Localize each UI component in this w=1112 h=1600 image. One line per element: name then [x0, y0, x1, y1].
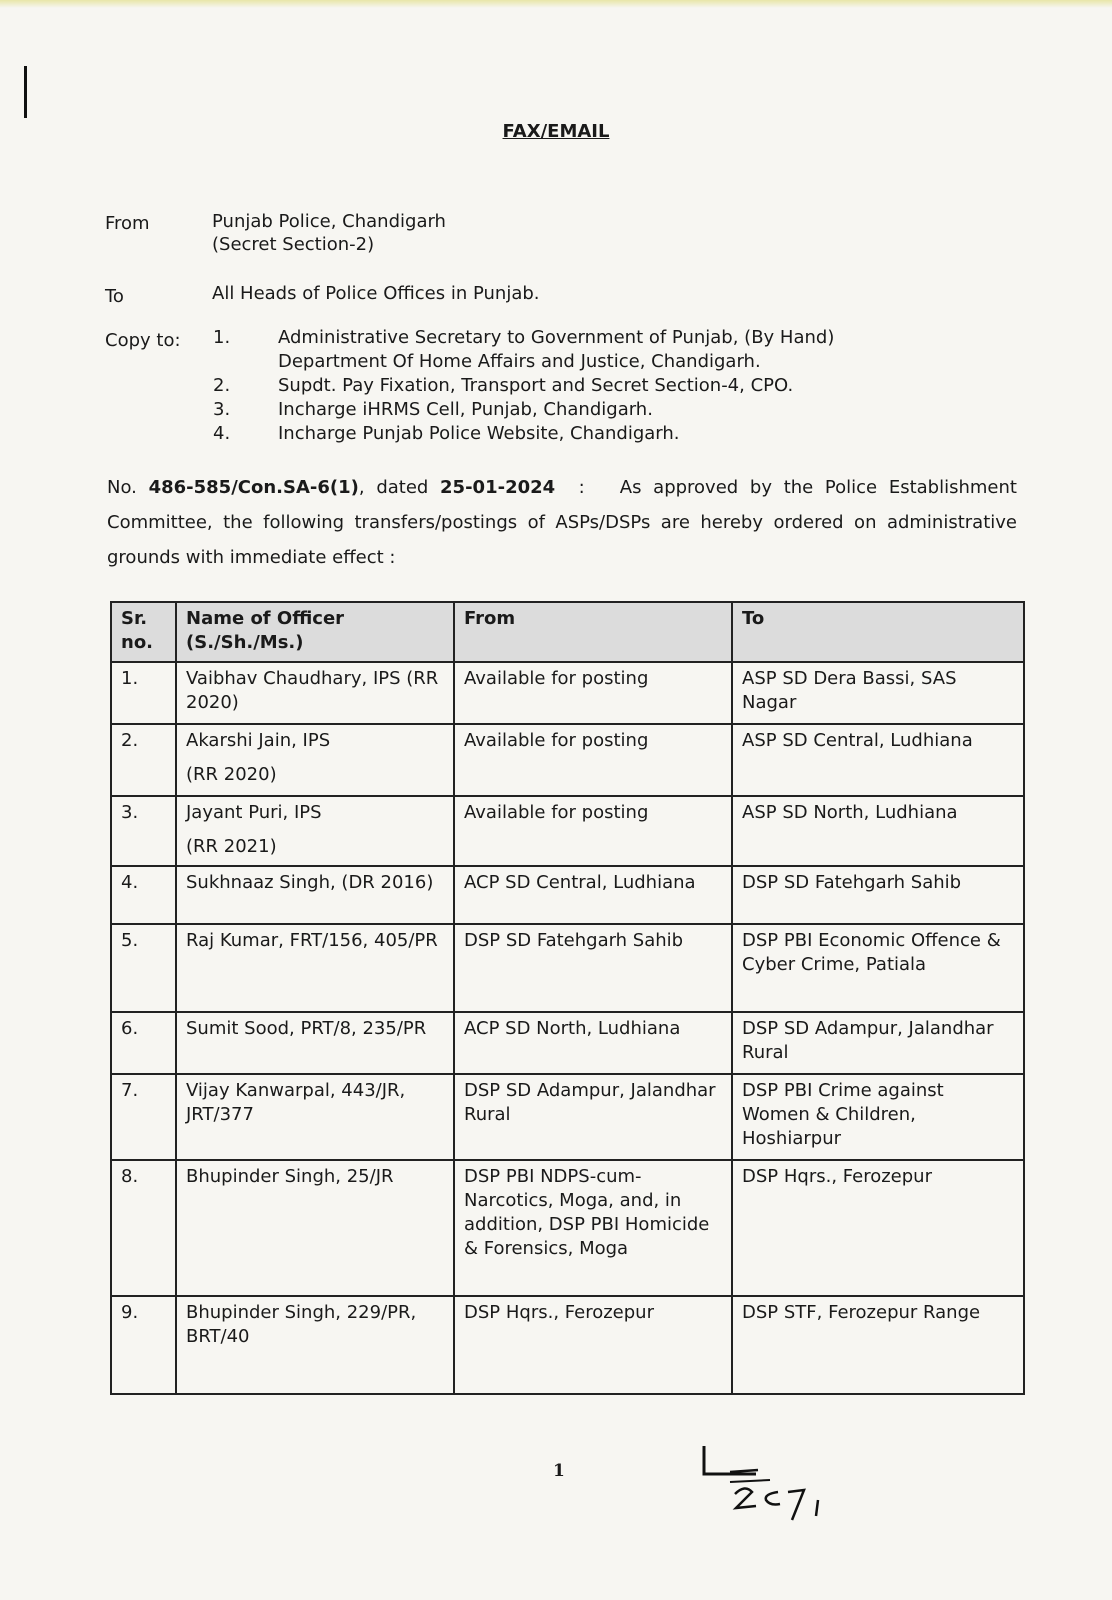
cell-to: DSP SD Adampur, Jalandhar Rural [732, 1012, 1024, 1074]
cell-to: ASP SD North, Ludhiana [732, 796, 1024, 866]
table-row [111, 1012, 1024, 1074]
from-line1: Punjab Police, Chandigarh [212, 211, 446, 232]
cell-name: Bhupinder Singh, 25/JR [176, 1160, 454, 1296]
to-label: To [105, 286, 124, 307]
cell-name: Sumit Sood, PRT/8, 235/PR [176, 1012, 454, 1074]
order-body: As approved by the Police Establishment Committee, the following transfers/postings of ASPs/DSPs are hereby ordered on administrative grounds with immediate effect : [107, 477, 1017, 568]
document-title: FAX/EMAIL [502, 121, 610, 142]
cell-name: Vijay Kanwarpal, 443/JR, JRT/377 [176, 1074, 454, 1160]
copy-item-number: 4. [213, 423, 231, 444]
officer-batch: (RR 2020) [186, 764, 277, 785]
cell-from: Available for posting [454, 724, 732, 796]
handwritten-signature-icon [700, 1442, 840, 1522]
copy-item-number: 3. [213, 399, 231, 420]
transfers-table [110, 601, 1025, 1395]
cell-to: ASP SD Dera Bassi, SAS Nagar [732, 662, 1024, 724]
table-row [111, 866, 1024, 924]
order-prefix: No. [107, 477, 137, 498]
table-row [111, 1296, 1024, 1394]
cell-to: DSP PBI Economic Offence & Cyber Crime, Patiala [732, 924, 1024, 1012]
from-block [0, 210, 1112, 260]
cell-name: Sukhnaaz Singh, (DR 2016) [176, 866, 454, 924]
copy-item-text: Department Of Home Affairs and Justice, Chandigarh. [278, 351, 761, 372]
header-from: From [454, 602, 732, 662]
table-row [111, 1074, 1024, 1160]
table-row [111, 662, 1024, 724]
cell-sr: 6. [111, 1012, 176, 1074]
cell-name [176, 724, 454, 796]
cell-from: Available for posting [454, 662, 732, 724]
cell-to: ASP SD Central, Ludhiana [732, 724, 1024, 796]
order-date: 25-01-2024 [440, 477, 556, 498]
copy-to-label: Copy to: [105, 330, 181, 351]
cell-name: Bhupinder Singh, 229/PR, BRT/40 [176, 1296, 454, 1394]
header-sr-no: Sr. no. [111, 602, 176, 662]
cell-to: DSP PBI Crime against Women & Children, Hoshiarpur [732, 1074, 1024, 1160]
header-to: To [732, 602, 1024, 662]
cell-from: ACP SD Central, Ludhiana [454, 866, 732, 924]
table-row [111, 724, 1024, 796]
page-number: 1 [553, 1461, 565, 1481]
cell-from: DSP SD Adampur, Jalandhar Rural [454, 1074, 732, 1160]
header-officer-name: Name of Officer (S./Sh./Ms.) [176, 602, 454, 662]
to-block [0, 282, 1112, 308]
copy-item-number: 1. [213, 327, 231, 348]
copy-item-text: Incharge Punjab Police Website, Chandigarh. [278, 423, 680, 444]
cell-name: Raj Kumar, FRT/156, 405/PR [176, 924, 454, 1012]
cell-from: DSP Hqrs., Ferozepur [454, 1296, 732, 1394]
table-row [111, 924, 1024, 1012]
table-header-row [111, 602, 1024, 662]
copy-item-text: Administrative Secretary to Government of Punjab, (By Hand) [278, 327, 835, 348]
cell-sr: 2. [111, 724, 176, 796]
copy-item-text: Incharge iHRMS Cell, Punjab, Chandigarh. [278, 399, 653, 420]
copy-to-block [0, 326, 1112, 446]
order-paragraph [107, 470, 1017, 575]
table-row [111, 796, 1024, 866]
cell-sr: 8. [111, 1160, 176, 1296]
officer-batch: (RR 2021) [186, 836, 277, 857]
copy-item-number: 2. [213, 375, 231, 396]
cell-name [176, 796, 454, 866]
order-number: 486-585/Con.SA-6(1) [148, 477, 359, 498]
dated-label: , dated [358, 477, 429, 498]
order-separator: : [578, 477, 585, 498]
cell-from: DSP SD Fatehgarh Sahib [454, 924, 732, 1012]
copy-item-text: Supdt. Pay Fixation, Transport and Secret Section-4, CPO. [278, 375, 794, 396]
cell-sr: 5. [111, 924, 176, 1012]
officer-name: Akarshi Jain, IPS [186, 730, 331, 751]
from-line2: (Secret Section-2) [212, 234, 375, 255]
to-value: All Heads of Police Offices in Punjab. [212, 283, 540, 304]
table-row [111, 1160, 1024, 1296]
cell-sr: 3. [111, 796, 176, 866]
scan-edge [0, 0, 1112, 8]
officer-name: Jayant Puri, IPS [186, 802, 322, 823]
cell-sr: 7. [111, 1074, 176, 1160]
cell-sr: 4. [111, 866, 176, 924]
cell-from: DSP PBI NDPS-cum-Narcotics, Moga, and, in addition, DSP PBI Homicide & Forensics, Moga [454, 1160, 732, 1296]
cell-to: DSP STF, Ferozepur Range [732, 1296, 1024, 1394]
margin-mark [24, 66, 27, 118]
cell-name: Vaibhav Chaudhary, IPS (RR 2020) [176, 662, 454, 724]
cell-from: ACP SD North, Ludhiana [454, 1012, 732, 1074]
cell-from: Available for posting [454, 796, 732, 866]
cell-to: DSP SD Fatehgarh Sahib [732, 866, 1024, 924]
cell-sr: 9. [111, 1296, 176, 1394]
cell-sr: 1. [111, 662, 176, 724]
from-label: From [105, 213, 150, 234]
cell-to: DSP Hqrs., Ferozepur [732, 1160, 1024, 1296]
